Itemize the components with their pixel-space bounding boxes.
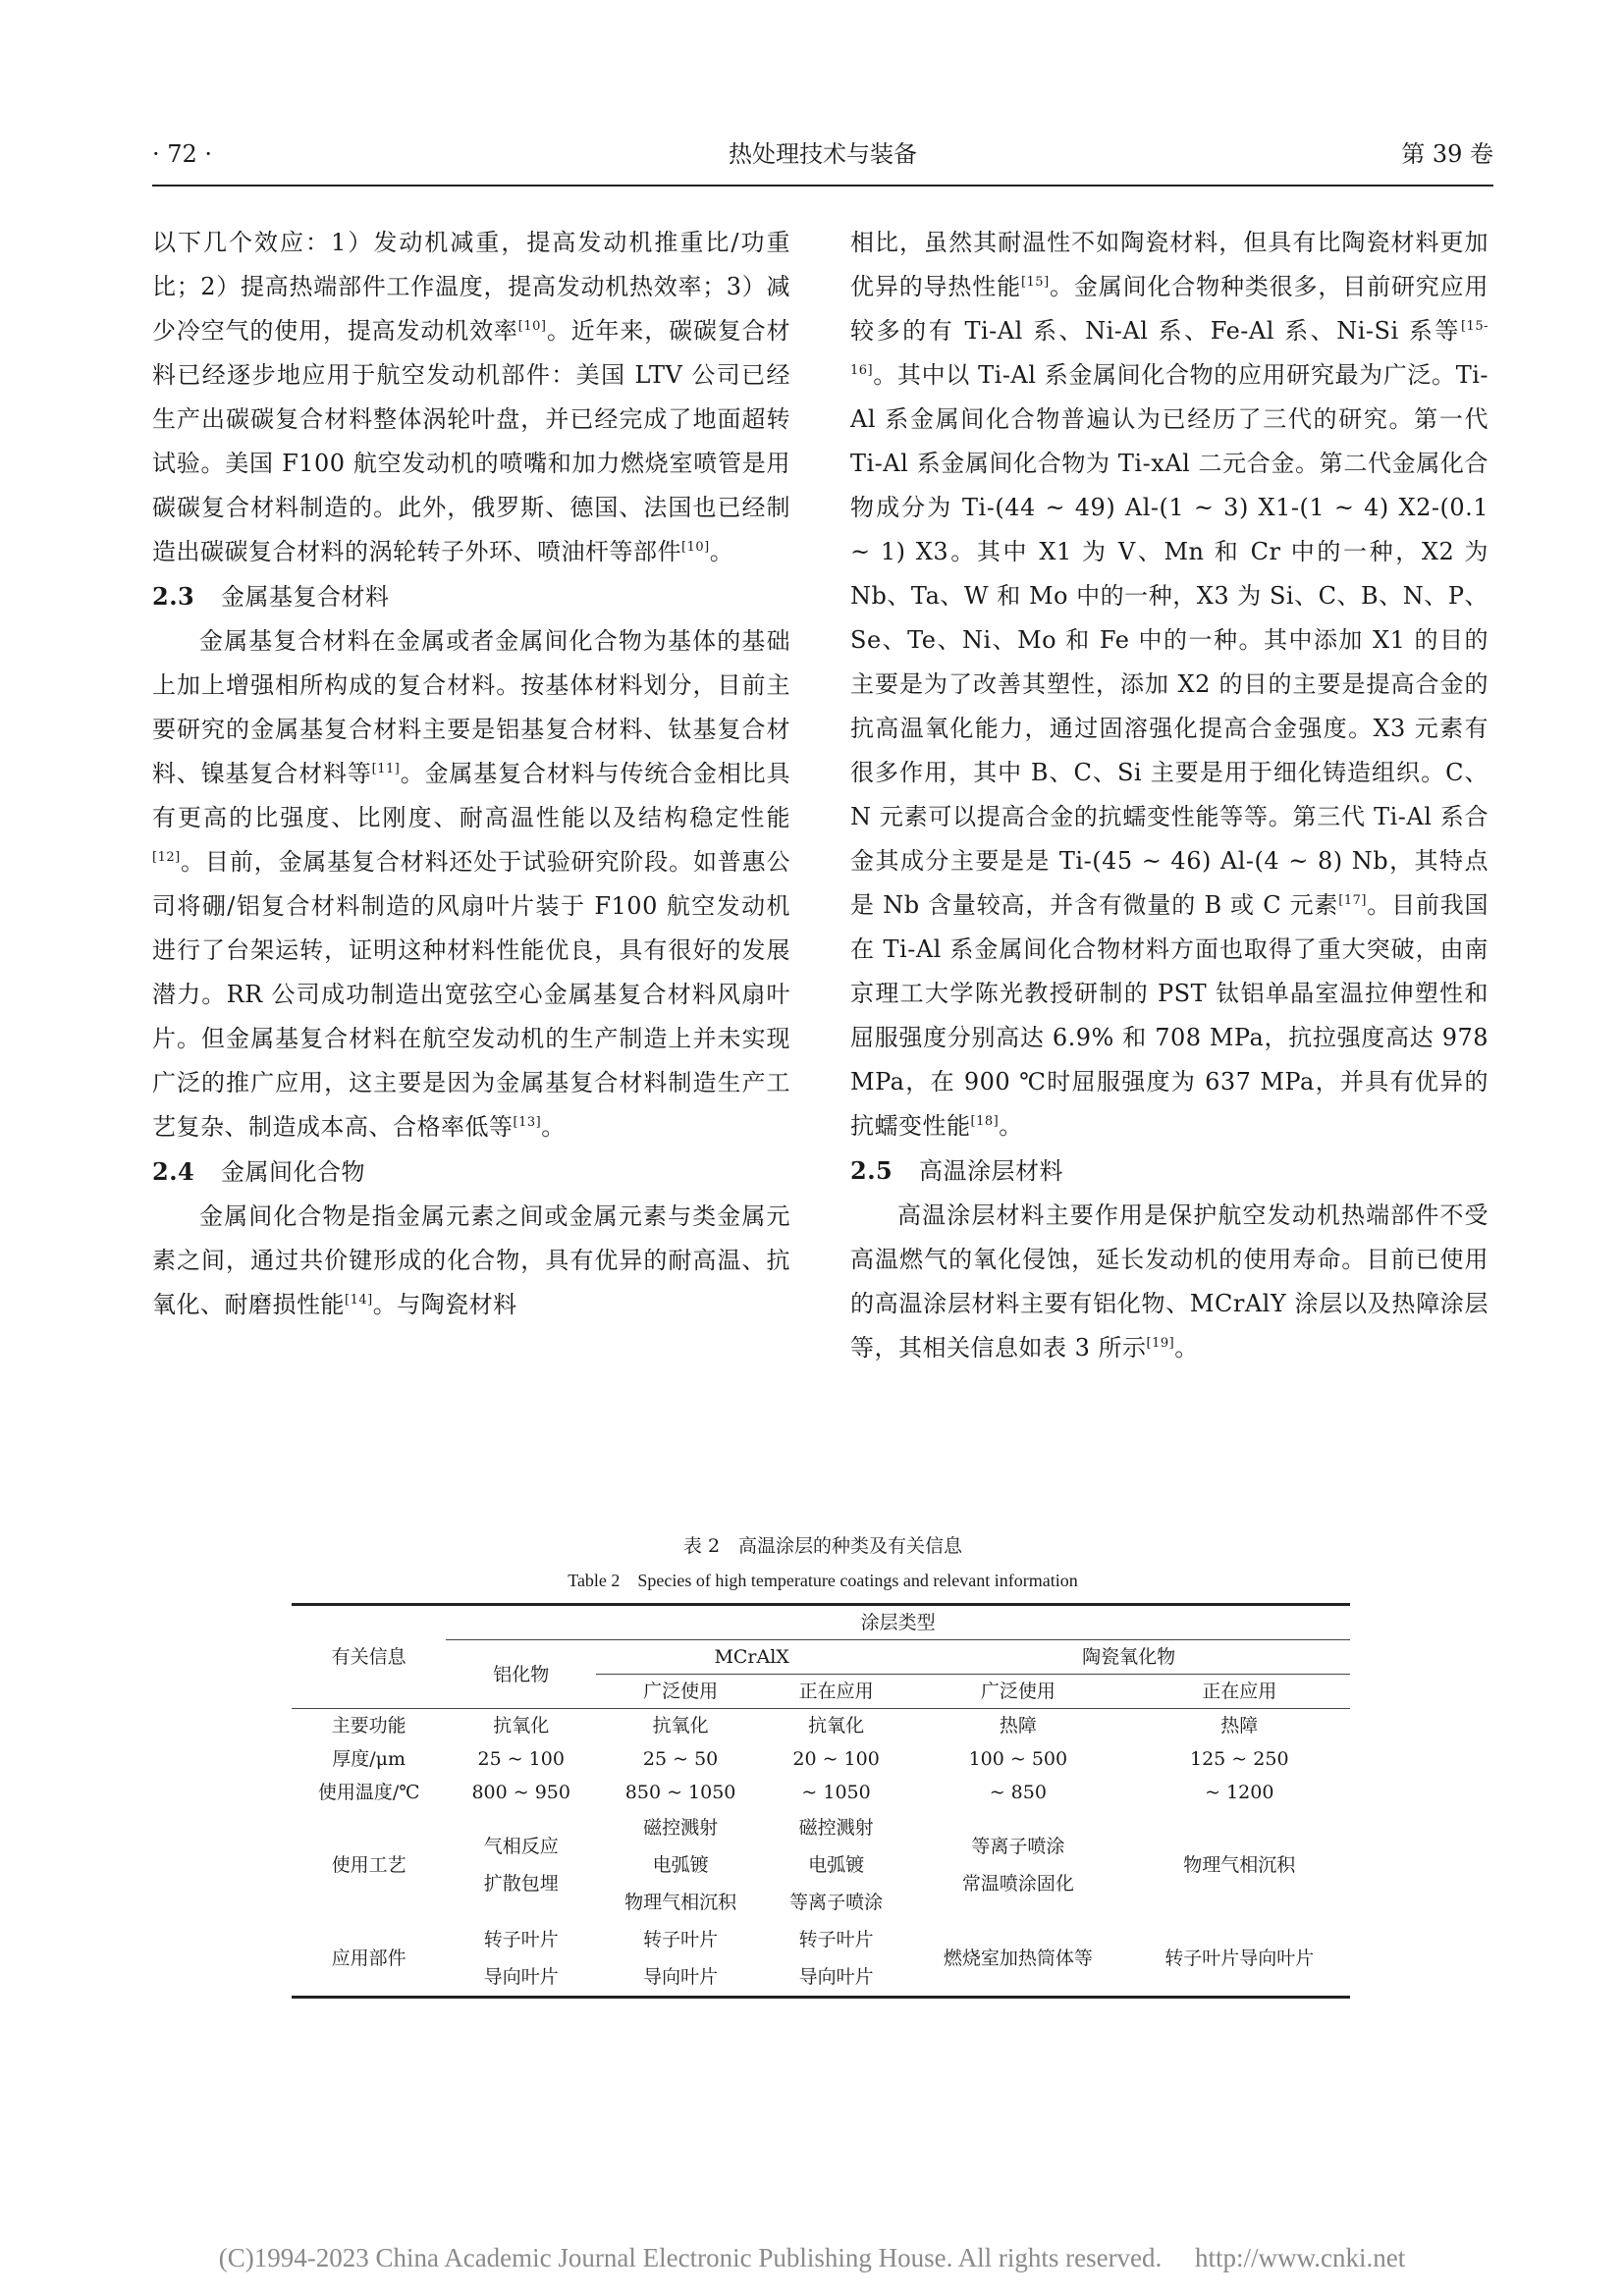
journal-title: 热处理技术与装备 — [729, 140, 917, 168]
citation[interactable]: [13] — [513, 1115, 542, 1130]
header-rule — [152, 185, 1493, 187]
table-cell: 100 ~ 500 — [968, 1748, 1068, 1770]
table-cell: 125 ~ 250 — [1190, 1748, 1289, 1770]
running-header — [152, 139, 1493, 179]
citation[interactable]: [10] — [517, 319, 547, 334]
page-number: · 72 · — [152, 140, 213, 168]
table-row — [292, 1921, 1350, 1998]
citation[interactable]: [10] — [681, 540, 710, 555]
citation[interactable]: [15] — [1020, 275, 1050, 290]
table-cell: 燃烧室加热筒体等 — [907, 1921, 1128, 1998]
table-cell: 25 ~ 50 — [642, 1748, 719, 1770]
citation[interactable]: [15-16] — [850, 319, 1489, 378]
col-header-aluminide: 铝化物 — [446, 1640, 596, 1709]
table-cell: 850 ~ 1050 — [624, 1782, 736, 1803]
table-cell: 抗氧化 — [446, 1709, 596, 1743]
table-cell: ~ 850 — [989, 1782, 1047, 1803]
table-caption-en: Table 2 Species of high temperature coatings and relevant information — [568, 1571, 1078, 1590]
table-row — [292, 1709, 1350, 1743]
section-heading-2-4: 2.4 金属间化合物 — [152, 1157, 365, 1186]
section-heading-2-3: 2.3 金属基复合材料 — [152, 582, 390, 611]
col-header-ceramic: 陶瓷氧化物 — [907, 1640, 1350, 1675]
table-cell: 抗氧化 — [765, 1709, 907, 1743]
table-cell: 磁控溅射 电弧镀 等离子喷涂 — [789, 1817, 884, 1913]
table-cell: 转子叶片 导向叶片 — [446, 1921, 596, 1998]
citation[interactable]: [18] — [970, 1114, 1000, 1129]
table-header-row — [292, 1640, 1350, 1675]
paragraph: 高温涂层材料主要作用是保护航空发动机热端部件不受高温燃气的氧化侵蚀，延长发动机的使用寿命。目前已使用的高温涂层材料主要有铝化物、MCrAlY 涂层以及热障涂层等，其相关信息如表 3 所示[19]。 — [850, 1201, 1489, 1362]
table-row — [292, 1776, 1350, 1809]
copyright-footer: (C)1994-2023 China Academic Journal Electronic Publishing House. All rights reserved. http://www.cnki.net — [218, 2243, 1406, 2272]
paragraph: 金属基复合材料在金属或者金属间化合物为基体的基础上加上增强相所构成的复合材料。按基体材料划分，目前主要研究的金属基复合材料主要是铝基复合材料、钛基复合材料、镍基复合材料等[11]。金属基复合材料与传统合金相比具有更高的比强度、比刚度、耐高温性能以及结构稳定性能[12]。目前，金属基复合材料还处于试验研究阶段。如普惠公司将硼/铝复合材料制造的风扇叶片装于 F100 航空发动机进行了台架运转，证明这种材料性能优良，具有很好的发展潜力。RR 公司成功制造出宽弦空心金属基复合材料风扇叶片。但金属基复合材料在航空发动机的生产制造上并未实现广泛的推广应用，这主要是因为金属基复合材料制造生产工艺复杂、制造成本高、合格率低等[13]。 — [152, 627, 790, 1141]
table-cell: 800 ~ 950 — [471, 1782, 570, 1803]
citation[interactable]: [12] — [152, 850, 181, 865]
left-column — [152, 221, 790, 1327]
table-header-row — [292, 1605, 1350, 1640]
coatings-table — [292, 1603, 1350, 1999]
table-cell: 转子叶片导向叶片 — [1129, 1921, 1350, 1998]
row-label: 应用部件 — [292, 1921, 446, 1998]
table-cell: 热障 — [1129, 1709, 1350, 1743]
paragraph: 金属间化合物是指金属元素之间或金属元素与类金属元素之间，通过共价键形成的化合物，具有优异的耐高温、抗氧化、耐磨损性能[14]。与陶瓷材料 — [152, 1202, 790, 1318]
col-header-info: 有关信息 — [292, 1605, 446, 1709]
volume-number: 第 39 卷 — [1401, 140, 1493, 168]
table-cell: 磁控溅射 电弧镀 物理气相沉积 — [624, 1817, 737, 1913]
col-header-wide-use: 广泛使用 — [596, 1675, 765, 1709]
paragraph: 相比，虽然其耐温性不如陶瓷材料，但具有比陶瓷材料更加优异的导热性能[15]。金属间化合物种类很多，目前研究应用较多的有 Ti-Al 系、Ni-Al 系、Fe-Al 系、Ni-Si 系等[15-16]。其中以 Ti-Al 系金属间化合物的应用研究最为广泛。Ti-Al 系金属间化合物普遍认为已经历了三代的研究。第一代 Ti-Al 系金属间化合物为 Ti-xAl 二元合金。第二代金属化合物成分为 Ti-(44 ~ 49) Al-(1 ~ 3) X1-(1 ~ 4) X2-(0.1 ~ 1) X3。其中 X1 为 V、Mn 和 Cr 中的一种，X2 为 Nb、Ta、W 和 Mo 中的一种，X3 为 Si、C、B、N、P、Se、Te、Ni、Mo 和 Fe 中的一种。其中添加 X1 的目的主要是为了改善其塑性，添加 X2 的目的主要是提高合金的抗高温氧化能力，通过固溶强化提高合金强度。X3 元素有很多作用，其中 B、C、Si 主要是用于细化铸造组织。C、N 元素可以提高合金的抗蠕变性能等等。第三代 Ti-Al 系合金其成分主要是是 Ti-(45 ~ 46) Al-(4 ~ 8) Nb，其特点是 Nb 含量较高，并含有微量的 B 或 C 元素[17]。目前我国在 Ti-Al 系金属间化合物材料方面也取得了重大突破，由南京理工大学陈光教授研制的 PST 钛铝单晶室温拉伸塑性和屈服强度分别高达 6.9% 和 708 MPa，抗拉强度高达 978 MPa，在 900 ℃时屈服强度为 637 MPa，并具有优异的抗蠕变性能[18]。 — [850, 229, 1489, 1140]
col-header-mcralx: MCrAlX — [596, 1640, 907, 1675]
table-cell: ~ 1200 — [1205, 1782, 1274, 1803]
table-cell: ~ 1050 — [801, 1782, 871, 1803]
paragraph: 以下几个效应：1）发动机减重，提高发动机推重比/功重比；2）提高热端部件工作温度，提高发动机热效率；3）减少冷空气的使用，提高发动机效率[10]。近年来，碳碳复合材料已经逐步地应用于航空发动机部件：美国 LTV 公司已经生产出碳碳复合材料整体涡轮叶盘，并已经完成了地面超转试验。美国 F100 航空发动机的喷嘴和加力燃烧室喷管是用碳碳复合材料制造的。此外，俄罗斯、德国、法国也已经制造出碳碳复合材料的涡轮转子外环、喷油杆等部件[10]。 — [152, 229, 791, 565]
table-cell: 气相反应 扩散包埋 — [483, 1836, 559, 1895]
citation[interactable]: [19] — [1146, 1336, 1175, 1351]
row-label: 使用工艺 — [331, 1854, 406, 1876]
table-row — [292, 1809, 1350, 1921]
col-header-in-use: 正在应用 — [765, 1675, 907, 1709]
col-header-in-use: 正在应用 — [1129, 1675, 1350, 1709]
citation[interactable]: [14] — [345, 1293, 373, 1308]
row-label: 主要功能 — [292, 1709, 446, 1743]
table-cell: 20 ~ 100 — [792, 1748, 880, 1770]
table-row — [292, 1742, 1350, 1776]
citation[interactable]: [17] — [1338, 893, 1367, 908]
table-cell: 物理气相沉积 — [1183, 1854, 1296, 1876]
table-caption-cn: 表 2 高温涂层的种类及有关信息 — [682, 1535, 963, 1557]
citation[interactable]: [11] — [371, 762, 401, 776]
section-heading-2-5: 2.5 高温涂层材料 — [850, 1156, 1063, 1185]
col-header-coating-type: 涂层类型 — [446, 1605, 1350, 1640]
row-label: 厚度/μm — [332, 1748, 406, 1770]
table-cell: 热障 — [907, 1709, 1128, 1743]
col-header-wide-use: 广泛使用 — [907, 1675, 1128, 1709]
table-cell: 25 ~ 100 — [477, 1748, 565, 1770]
row-label: 使用温度/℃ — [317, 1782, 420, 1803]
table-cell: 转子叶片 导向叶片 — [765, 1921, 907, 1998]
table-cell: 等离子喷涂 常温喷涂固化 — [961, 1836, 1074, 1895]
right-column — [850, 221, 1489, 1370]
table-cell: 抗氧化 — [596, 1709, 765, 1743]
table-cell: 转子叶片 导向叶片 — [596, 1921, 765, 1998]
